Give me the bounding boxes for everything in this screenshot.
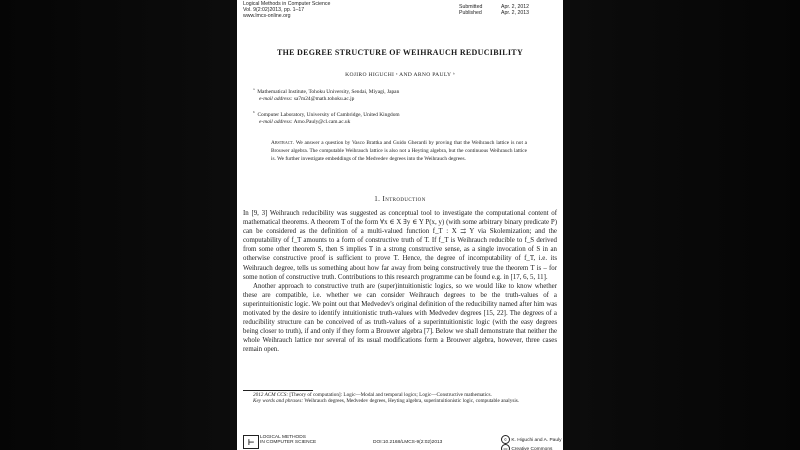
published-date: Apr. 2, 2013 [501,10,529,16]
affiliation-email[interactable]: sa7m24@math.tohoku.ac.jp [293,95,355,102]
journal-website: www.lmcs-online.org [243,13,291,19]
submitted-label: Submitted [459,4,483,10]
abstract [271,140,527,163]
logo-line-1: LOGICAL METHODS [260,435,306,440]
footer-license [501,435,561,450]
acm-label: 2012 ACM CCS: [253,392,289,398]
email-label: e-mail address: [259,95,293,102]
paper-authors: KOJIRO HIGUCHI ᵃ AND ARNO PAULY ᵇ [345,72,455,78]
footer-doi[interactable]: DOI:10.2168/LMCS-9(2:02)2013 [373,440,443,445]
acm-text: [Theory of computation]: Logic—Modal and temporal logics; Logic—Constructive mathematics. [289,392,492,398]
lmcs-logo-icon: ⊢ [243,435,259,449]
keywords-label: Key words and phrases: [253,398,304,405]
affiliation-email[interactable]: Arno.Pauly@cl.cam.ac.uk [293,118,351,125]
paragraph: Another approach to constructive truth are (super)intuitionistic logics, so we would like to know whether these are compatible, i.e. whether we can consider Weihrauch degrees to be the truth-values of a superintuitionistic logic. We point out that Medvedev's original definition of the reducibility named after him was motivated by the desire to identify intuitionistic truth-values with Medvedev degrees [15, 22]. The degrees of a reducibility structure can be conceived of as truth-values of a superintuitionistic logic (with the easy degrees being closer to truth), if and only if they form a Brouwer algebra [7]. Below we shall demonstrate that neither the whole Weihrauch lattice nor several of its usual modifications form a Brouwer algebra, however, three cases remain open. [243,282,557,354]
affiliation-a [253,86,399,103]
affiliation-institution: Computer Laboratory, University of Cambridge, United Kingdom [257,111,400,118]
published-label: Published [459,10,482,16]
journal-header [243,1,330,19]
paragraph: In [9, 3] Weihrauch reducibility was suggested as conceptual tool to investigate the computational content of mathematical theorems. A theorem T of the form ∀x ∈ X ∃y ∈ Y P(x, y) (with some arbitrary binary predicate P) can be considered as the definition of a multi-valued function f_T : X ⇉ Y via Skolemization; and the computability of f_T amounts to a form of constructive truth of T. If f_T is Weihrauch reducible to f_S derived from some other theorem S, then S implies T in a strong constructive sense, as a single invocation of S in an otherwise constructive proof is sufficient to prove T. Hence, the degree of incomputability of f_T, i.e. its Weihrauch degree, tells us something about how far away from being constructively true the theorem T is – for some notion of constructive truth. Contributions to this research programme can be found e.g. in [17, 6, 5, 11]. [243,210,557,281]
abstract-label: Abstract. [271,140,295,146]
footer-logo-text [260,435,316,445]
affiliation-b [253,109,400,126]
affiliation-institution: Mathematical Institute, Tohoku University, Sendai, Miyagi, Japan [257,88,400,95]
logo-line-2: IN COMPUTER SCIENCE [260,440,317,446]
footnote-rule [243,390,313,391]
affiliation-mark: b [253,110,255,114]
copyright-icon: © [501,435,510,444]
copyright-holders: K. Higuchi and A. Pauly [511,437,562,443]
abstract-text: We answer a question by Vasco Brattka and Guido Gherardi by proving that the Weihrauch lattice is not a Brouwer algebra. The computable Weihrauch lattice is also not a Heyting algebra, but the continuous Weihrauch lattice is. We further investigate embeddings of the Medvedev degrees into the Weihrauch degrees. [271,140,528,162]
journal-name: Logical Methods in Computer Science [243,1,331,7]
license-name: Creative Commons [511,446,553,450]
affiliation-mark: a [253,87,255,91]
dates-header [459,4,529,16]
body-text [243,209,557,355]
submitted-date: Apr. 2, 2012 [501,4,529,10]
footnotes [243,392,557,405]
paper-page[interactable] [237,0,563,450]
email-label: e-mail address: [259,118,293,125]
journal-volume: Vol. 9(2:02)2013, pp. 1–17 [243,7,305,13]
section-heading: 1. Introduction [374,195,426,203]
keywords-text: Weihrauch degrees, Medvedev degrees, Heyting algebra, superintuitionistic logic, computable analysis. [304,398,520,405]
paper-title: THE DEGREE STRUCTURE OF WEIHRAUCH REDUCIBILITY [276,48,524,57]
creative-commons-icon: cc [501,444,510,450]
